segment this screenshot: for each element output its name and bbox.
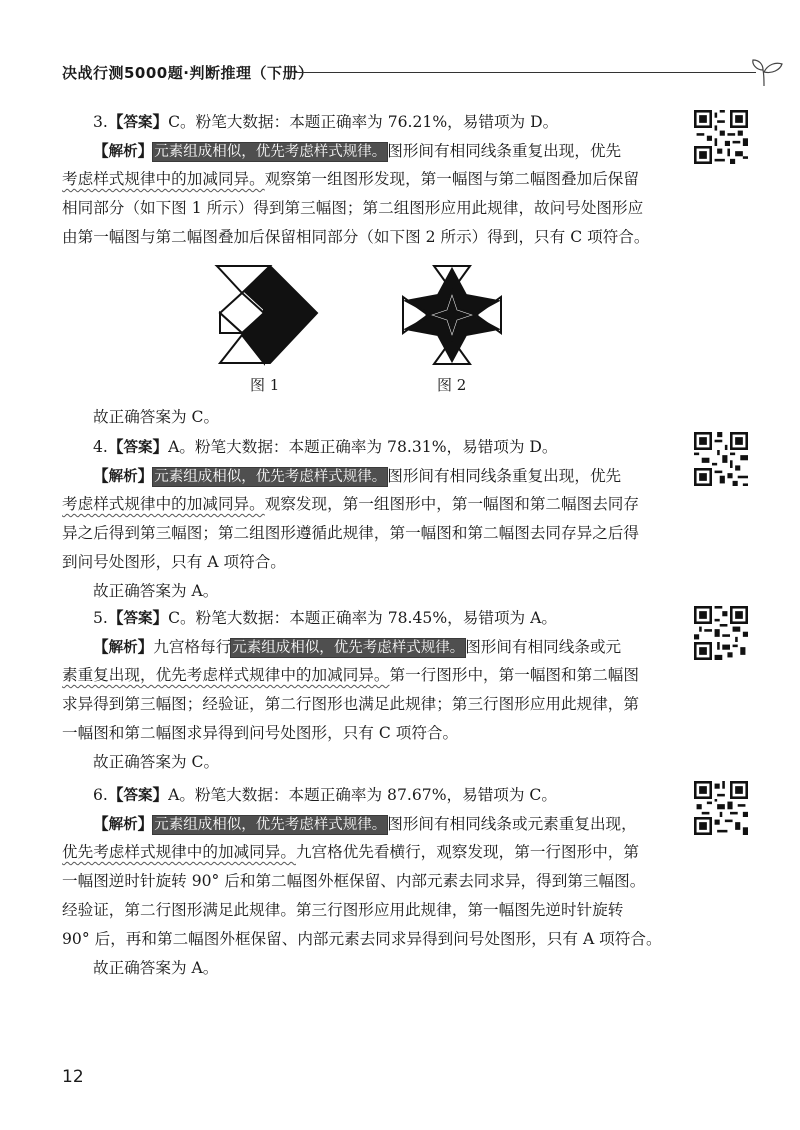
answer-text: A。粉笔大数据：本题正确率为 87.67%，易错项为 C。: [168, 786, 557, 804]
answer-label: 答案: [123, 115, 153, 131]
conclusion-3: [62, 403, 672, 432]
highlighted-key-point: 元素组成相似，优先考虑样式规律。: [154, 144, 387, 160]
answer-text: C。粉笔大数据：本题正确率为 78.45%，易错项为 A。: [168, 609, 557, 627]
answer-label: 答案: [123, 440, 153, 456]
analysis-line: 【解析】九宫格每行元素组成相似，优先考虑样式规律。图形间有相同线条或元: [93, 637, 622, 656]
highlighted-key-point: 元素组成相似，优先考虑样式规律。: [154, 469, 387, 485]
conclusion-text: 故正确答案为 A。: [93, 582, 219, 600]
analysis-text: 图形间有相同线条重复出现，优先: [387, 142, 622, 160]
analysis-label: 解析: [108, 469, 138, 485]
highlighted-key-point: 元素组成相似，优先考虑样式规律。: [154, 817, 387, 833]
underlined-key-point: 优先考虑样式规律中的加减同异。: [62, 843, 296, 861]
running-header: [62, 58, 762, 88]
analysis-line: 【解析】元素组成相似，优先考虑样式规律。图形间有相同线条或元素重复出现，: [93, 814, 637, 833]
analysis-line: 由第一幅图与第二幅图叠加后保留相同部分（如下图 2 所示）得到，只有 C 项符合。: [62, 228, 650, 246]
analysis-text: 九宫格每行: [153, 638, 232, 656]
figure-2: [400, 263, 504, 367]
analysis-text: 图形间有相同线条重复出现，优先: [387, 467, 622, 485]
analysis-line: [62, 661, 672, 690]
analysis-line: 异之后得到第三幅图；第二组图形遵循此规律，第一幅图和第二幅图去同存异之后得: [62, 524, 639, 542]
analysis-line: 【解析】元素组成相似，优先考虑样式规律。图形间有相同线条重复出现，优先: [93, 466, 622, 485]
figure-1-caption: 图 1: [250, 376, 280, 394]
answer-block-6: [62, 780, 672, 983]
analysis-text: 图形间有相同线条或元: [465, 638, 622, 656]
answer-block-4: [62, 432, 672, 606]
answer-label: 答案: [123, 611, 153, 627]
answer-text: C。粉笔大数据：本题正确率为 76.21%，易错项为 D。: [168, 113, 559, 131]
conclusion-text: 故正确答案为 C。: [93, 408, 220, 426]
question-number: 6.: [93, 786, 108, 804]
question-number: 3.: [93, 113, 108, 131]
analysis-line: [62, 165, 672, 194]
highlighted-key-point: 元素组成相似，优先考虑样式规律。: [232, 640, 465, 656]
analysis-line: 经验证，第二行图形满足此规律。第三行图形应用此规律，第一幅图先逆时针旋转: [62, 901, 624, 919]
analysis-line: 【解析】元素组成相似，优先考虑样式规律。图形间有相同线条重复出现，优先: [93, 141, 622, 160]
answer-line: 5.【答案】C。粉笔大数据：本题正确率为 78.45%，易错项为 A。: [93, 608, 557, 627]
page-number: 12: [62, 1067, 84, 1087]
underlined-key-point: 考虑样式规律中的加减同异。: [62, 170, 265, 188]
analysis-line: 求异得到第三幅图；经验证，第二行图形也满足此规律；第三行图形应用此规律，第: [62, 695, 639, 713]
analysis-label: 解析: [108, 817, 138, 833]
question-number: 5.: [93, 609, 108, 627]
underlined-key-point: 素重复出现，优先考虑样式规律中的加减同异。: [62, 666, 390, 684]
answer-label: 答案: [123, 788, 153, 804]
analysis-line: [62, 838, 672, 867]
figure-1: [214, 263, 320, 367]
analysis-line: 相同部分（如下图 1 所示）得到第三幅图；第二组图形应用此规律，故问号处图形应: [62, 199, 644, 217]
analysis-label: 解析: [108, 144, 138, 160]
analysis-text: 图形间有相同线条或元素重复出现，: [387, 815, 637, 833]
answer-line: 4.【答案】A。粉笔大数据：本题正确率为 78.31%，易错项为 D。: [93, 437, 558, 456]
analysis-line: 一幅图逆时针旋转 90° 后和第二幅图外框保留、内部元素去同求异，得到第三幅图。: [62, 872, 646, 890]
qr-code-icon[interactable]: [694, 606, 748, 660]
question-number: 4.: [93, 438, 108, 456]
figure-2-caption: 图 2: [437, 376, 467, 394]
analysis-text: 观察第一组图形发现，第一幅图与第二幅图叠加后保留: [264, 170, 639, 188]
sprout-icon: [750, 58, 790, 88]
qr-code-icon[interactable]: [694, 781, 748, 835]
analysis-line: 一幅图和第二幅图求异得到问号处图形，只有 C 项符合。: [62, 724, 459, 742]
analysis-label: 解析: [108, 640, 138, 656]
analysis-text: 九宫格优先看横行，观察发现，第一行图形中，第: [295, 843, 639, 861]
answer-text: A。粉笔大数据：本题正确率为 78.31%，易错项为 D。: [168, 438, 558, 456]
qr-code-icon[interactable]: [694, 432, 748, 486]
conclusion-text: 故正确答案为 A。: [93, 959, 219, 977]
answer-line: 6.【答案】A。粉笔大数据：本题正确率为 87.67%，易错项为 C。: [93, 785, 557, 804]
analysis-text: 观察发现，第一组图形中，第一幅图和第二幅图去同存: [264, 495, 639, 513]
answer-block-5: [62, 603, 672, 777]
underlined-key-point: 考虑样式规律中的加减同异。: [62, 495, 265, 513]
answer-line: 3.【答案】C。粉笔大数据：本题正确率为 76.21%，易错项为 D。: [93, 112, 559, 131]
book-title: 决战行测5000题·判断推理（下册）: [62, 64, 314, 82]
conclusion-text: 故正确答案为 C。: [93, 753, 220, 771]
analysis-line: 到问号处图形，只有 A 项符合。: [62, 553, 286, 571]
analysis-line: 90° 后，再和第二幅图外框保留、内部元素去同求异得到问号处图形，只有 A 项符合。: [62, 930, 662, 948]
header-rule: [294, 72, 756, 73]
qr-code-icon[interactable]: [694, 110, 748, 164]
answer-block-3: [62, 107, 672, 252]
analysis-text: 第一行图形中，第一幅图和第二幅图: [389, 666, 639, 684]
analysis-line: [62, 490, 672, 519]
